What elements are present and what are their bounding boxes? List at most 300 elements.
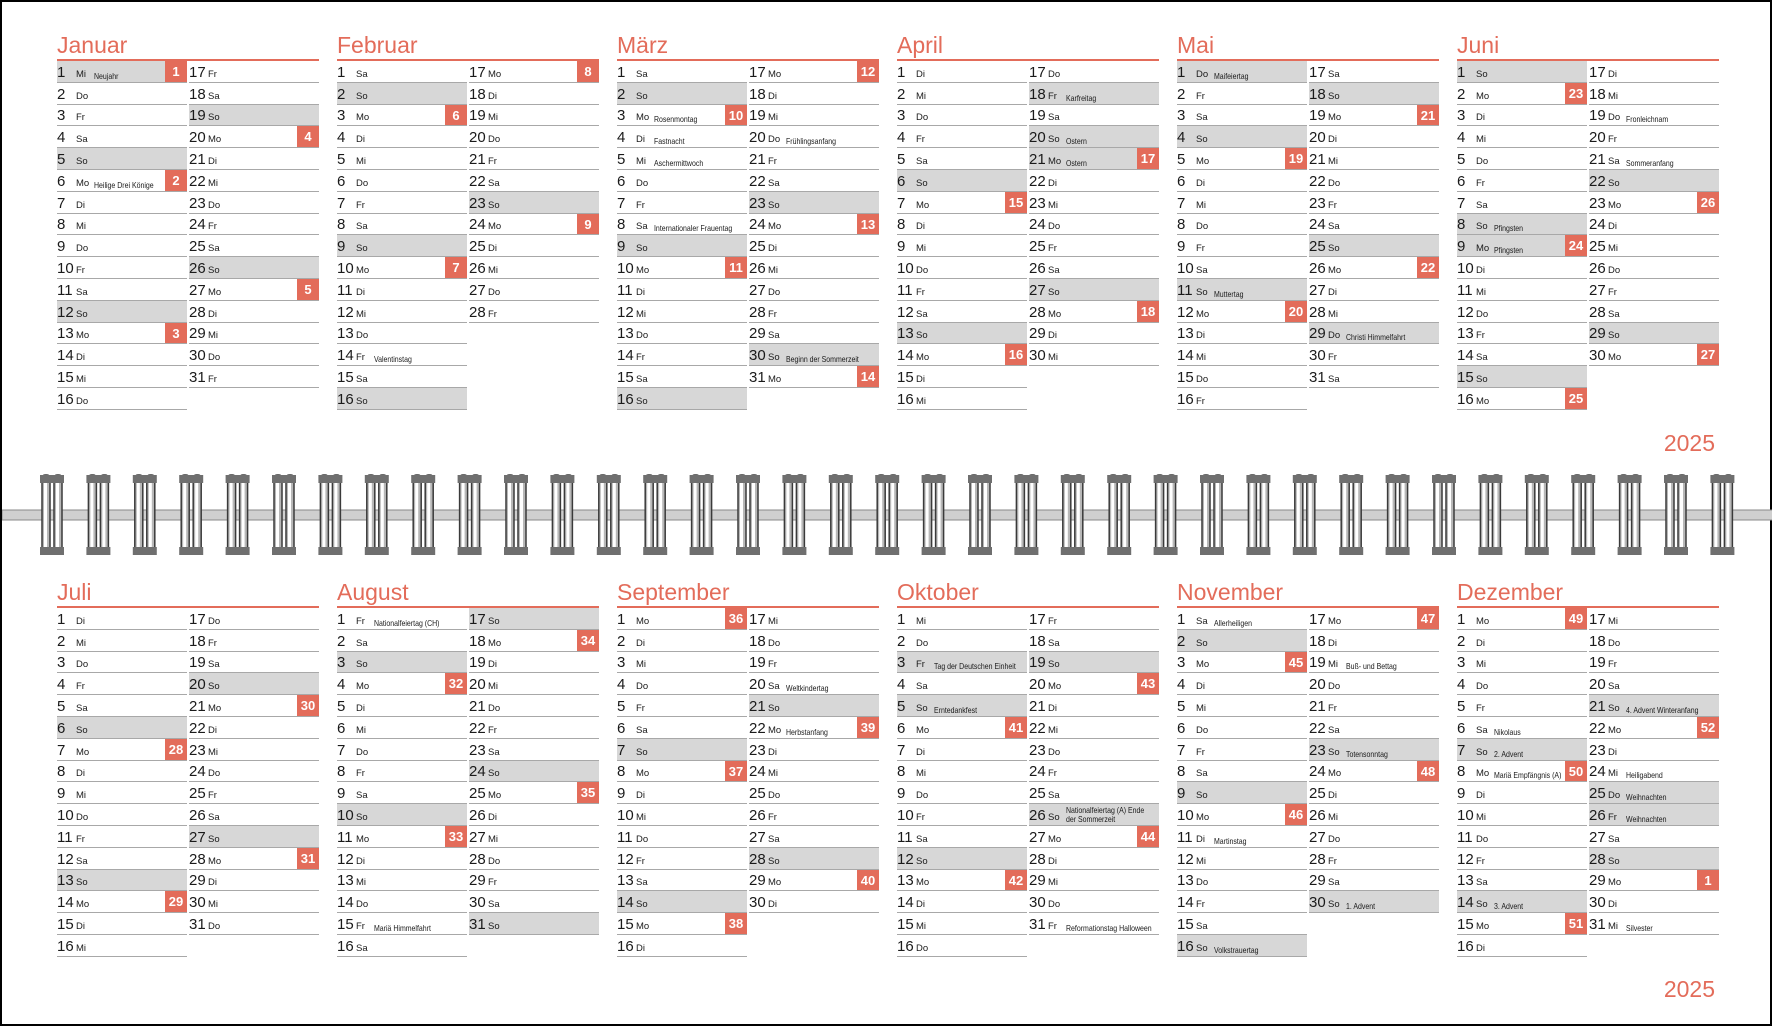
day-row[interactable] xyxy=(749,695,879,717)
day-row[interactable] xyxy=(749,257,879,279)
day-row[interactable] xyxy=(749,826,879,848)
day-row[interactable] xyxy=(1589,279,1719,301)
day-row[interactable] xyxy=(1029,913,1159,935)
day-row[interactable] xyxy=(749,673,879,695)
day-row[interactable] xyxy=(749,608,879,630)
day-row[interactable] xyxy=(1177,913,1307,935)
day-row[interactable] xyxy=(337,870,467,892)
day-row[interactable] xyxy=(337,935,467,957)
day-row[interactable] xyxy=(617,105,747,127)
day-row[interactable] xyxy=(1309,344,1439,366)
day-row[interactable] xyxy=(189,739,319,761)
day-row[interactable] xyxy=(897,388,1027,410)
day-row[interactable] xyxy=(1309,323,1439,345)
day-row[interactable] xyxy=(1177,739,1307,761)
day-row[interactable] xyxy=(57,673,187,695)
day-row[interactable] xyxy=(337,739,467,761)
day-row[interactable] xyxy=(189,323,319,345)
day-row[interactable] xyxy=(749,891,879,913)
day-row[interactable] xyxy=(1457,630,1587,652)
day-row[interactable] xyxy=(1589,739,1719,761)
day-row[interactable] xyxy=(617,935,747,957)
day-row[interactable] xyxy=(1309,257,1439,279)
day-row[interactable] xyxy=(1309,366,1439,388)
day-row[interactable] xyxy=(1457,848,1587,870)
day-row[interactable] xyxy=(1589,826,1719,848)
day-row[interactable] xyxy=(1457,192,1587,214)
day-row[interactable] xyxy=(897,235,1027,257)
day-row[interactable] xyxy=(1589,630,1719,652)
day-row[interactable] xyxy=(469,717,599,739)
day-row[interactable] xyxy=(897,673,1027,695)
day-row[interactable] xyxy=(1309,192,1439,214)
day-row[interactable] xyxy=(57,235,187,257)
day-row[interactable] xyxy=(617,826,747,848)
day-row[interactable] xyxy=(337,673,467,695)
day-row[interactable] xyxy=(897,761,1027,783)
day-row[interactable] xyxy=(749,83,879,105)
day-row[interactable] xyxy=(1309,761,1439,783)
day-row[interactable] xyxy=(749,782,879,804)
day-row[interactable] xyxy=(1457,935,1587,957)
day-row[interactable] xyxy=(617,804,747,826)
day-row[interactable] xyxy=(1309,301,1439,323)
day-row[interactable] xyxy=(1589,344,1719,366)
day-row[interactable] xyxy=(617,891,747,913)
day-row[interactable] xyxy=(1309,826,1439,848)
day-row[interactable] xyxy=(1029,782,1159,804)
day-row[interactable] xyxy=(1309,695,1439,717)
day-row[interactable] xyxy=(189,652,319,674)
day-row[interactable] xyxy=(337,761,467,783)
day-row[interactable] xyxy=(1309,148,1439,170)
day-row[interactable] xyxy=(1177,608,1307,630)
day-row[interactable] xyxy=(897,214,1027,236)
day-row[interactable] xyxy=(617,214,747,236)
day-row[interactable] xyxy=(1309,870,1439,892)
day-row[interactable] xyxy=(1457,913,1587,935)
day-row[interactable] xyxy=(57,761,187,783)
day-row[interactable] xyxy=(749,344,879,366)
day-row[interactable] xyxy=(337,170,467,192)
day-row[interactable] xyxy=(1457,826,1587,848)
day-row[interactable] xyxy=(1457,870,1587,892)
day-row[interactable] xyxy=(189,301,319,323)
day-row[interactable] xyxy=(1029,891,1159,913)
day-row[interactable] xyxy=(1457,214,1587,236)
day-row[interactable] xyxy=(1177,192,1307,214)
day-row[interactable] xyxy=(1029,608,1159,630)
day-row[interactable] xyxy=(337,366,467,388)
day-row[interactable] xyxy=(1589,323,1719,345)
day-row[interactable] xyxy=(1029,717,1159,739)
day-row[interactable] xyxy=(1029,695,1159,717)
day-row[interactable] xyxy=(749,61,879,83)
day-row[interactable] xyxy=(469,608,599,630)
day-row[interactable] xyxy=(617,913,747,935)
day-row[interactable] xyxy=(1309,673,1439,695)
day-row[interactable] xyxy=(1029,761,1159,783)
day-row[interactable] xyxy=(1309,235,1439,257)
day-row[interactable] xyxy=(1457,301,1587,323)
day-row[interactable] xyxy=(1029,652,1159,674)
day-row[interactable] xyxy=(469,630,599,652)
day-row[interactable] xyxy=(1177,344,1307,366)
day-row[interactable] xyxy=(57,608,187,630)
day-row[interactable] xyxy=(1309,170,1439,192)
day-row[interactable] xyxy=(337,848,467,870)
day-row[interactable] xyxy=(337,235,467,257)
day-row[interactable] xyxy=(897,344,1027,366)
day-row[interactable] xyxy=(897,126,1027,148)
day-row[interactable] xyxy=(1309,83,1439,105)
day-row[interactable] xyxy=(469,695,599,717)
day-row[interactable] xyxy=(897,826,1027,848)
day-row[interactable] xyxy=(469,913,599,935)
day-row[interactable] xyxy=(189,126,319,148)
day-row[interactable] xyxy=(1457,891,1587,913)
day-row[interactable] xyxy=(1177,717,1307,739)
day-row[interactable] xyxy=(1589,804,1719,826)
day-row[interactable] xyxy=(469,673,599,695)
day-row[interactable] xyxy=(617,61,747,83)
day-row[interactable] xyxy=(897,848,1027,870)
day-row[interactable] xyxy=(1177,301,1307,323)
day-row[interactable] xyxy=(1309,126,1439,148)
day-row[interactable] xyxy=(189,192,319,214)
day-row[interactable] xyxy=(1457,126,1587,148)
day-row[interactable] xyxy=(57,344,187,366)
day-row[interactable] xyxy=(617,279,747,301)
day-row[interactable] xyxy=(749,804,879,826)
day-row[interactable] xyxy=(897,323,1027,345)
day-row[interactable] xyxy=(617,235,747,257)
day-row[interactable] xyxy=(1177,388,1307,410)
day-row[interactable] xyxy=(469,126,599,148)
day-row[interactable] xyxy=(469,192,599,214)
day-row[interactable] xyxy=(749,148,879,170)
day-row[interactable] xyxy=(1589,652,1719,674)
day-row[interactable] xyxy=(1457,148,1587,170)
day-row[interactable] xyxy=(469,170,599,192)
day-row[interactable] xyxy=(897,61,1027,83)
day-row[interactable] xyxy=(749,630,879,652)
day-row[interactable] xyxy=(189,257,319,279)
day-row[interactable] xyxy=(897,913,1027,935)
day-row[interactable] xyxy=(337,279,467,301)
day-row[interactable] xyxy=(617,695,747,717)
day-row[interactable] xyxy=(1177,870,1307,892)
day-row[interactable] xyxy=(469,782,599,804)
day-row[interactable] xyxy=(469,148,599,170)
day-row[interactable] xyxy=(1029,323,1159,345)
day-row[interactable] xyxy=(337,826,467,848)
day-row[interactable] xyxy=(1177,652,1307,674)
day-row[interactable] xyxy=(1029,344,1159,366)
day-row[interactable] xyxy=(337,388,467,410)
day-row[interactable] xyxy=(617,848,747,870)
day-row[interactable] xyxy=(1457,804,1587,826)
day-row[interactable] xyxy=(749,652,879,674)
day-row[interactable] xyxy=(1457,323,1587,345)
day-row[interactable] xyxy=(617,170,747,192)
day-row[interactable] xyxy=(617,366,747,388)
day-row[interactable] xyxy=(1177,126,1307,148)
day-row[interactable] xyxy=(897,105,1027,127)
day-row[interactable] xyxy=(1457,717,1587,739)
day-row[interactable] xyxy=(1177,804,1307,826)
day-row[interactable] xyxy=(1029,870,1159,892)
day-row[interactable] xyxy=(1029,83,1159,105)
day-row[interactable] xyxy=(1029,61,1159,83)
day-row[interactable] xyxy=(749,848,879,870)
day-row[interactable] xyxy=(1589,301,1719,323)
day-row[interactable] xyxy=(897,891,1027,913)
day-row[interactable] xyxy=(897,148,1027,170)
day-row[interactable] xyxy=(897,83,1027,105)
day-row[interactable] xyxy=(749,105,879,127)
day-row[interactable] xyxy=(617,652,747,674)
day-row[interactable] xyxy=(337,608,467,630)
day-row[interactable] xyxy=(1029,630,1159,652)
day-row[interactable] xyxy=(57,848,187,870)
day-row[interactable] xyxy=(57,279,187,301)
day-row[interactable] xyxy=(337,913,467,935)
day-row[interactable] xyxy=(617,83,747,105)
day-row[interactable] xyxy=(617,608,747,630)
day-row[interactable] xyxy=(749,870,879,892)
day-row[interactable] xyxy=(1309,105,1439,127)
day-row[interactable] xyxy=(1309,61,1439,83)
day-row[interactable] xyxy=(1029,170,1159,192)
day-row[interactable] xyxy=(57,739,187,761)
day-row[interactable] xyxy=(469,61,599,83)
day-row[interactable] xyxy=(1177,148,1307,170)
day-row[interactable] xyxy=(1177,891,1307,913)
day-row[interactable] xyxy=(749,301,879,323)
day-row[interactable] xyxy=(1177,848,1307,870)
day-row[interactable] xyxy=(57,105,187,127)
day-row[interactable] xyxy=(337,105,467,127)
day-row[interactable] xyxy=(1177,782,1307,804)
day-row[interactable] xyxy=(469,83,599,105)
day-row[interactable] xyxy=(337,652,467,674)
day-row[interactable] xyxy=(337,148,467,170)
day-row[interactable] xyxy=(1457,388,1587,410)
day-row[interactable] xyxy=(1589,913,1719,935)
day-row[interactable] xyxy=(617,673,747,695)
day-row[interactable] xyxy=(1309,630,1439,652)
day-row[interactable] xyxy=(57,695,187,717)
day-row[interactable] xyxy=(337,83,467,105)
day-row[interactable] xyxy=(57,891,187,913)
day-row[interactable] xyxy=(617,344,747,366)
day-row[interactable] xyxy=(57,301,187,323)
day-row[interactable] xyxy=(897,695,1027,717)
day-row[interactable] xyxy=(897,652,1027,674)
day-row[interactable] xyxy=(469,235,599,257)
day-row[interactable] xyxy=(189,366,319,388)
day-row[interactable] xyxy=(337,301,467,323)
day-row[interactable] xyxy=(337,61,467,83)
day-row[interactable] xyxy=(1589,848,1719,870)
day-row[interactable] xyxy=(897,366,1027,388)
day-row[interactable] xyxy=(57,61,187,83)
day-row[interactable] xyxy=(1029,105,1159,127)
day-row[interactable] xyxy=(1457,695,1587,717)
day-row[interactable] xyxy=(337,344,467,366)
day-row[interactable] xyxy=(1029,192,1159,214)
day-row[interactable] xyxy=(57,870,187,892)
day-row[interactable] xyxy=(1177,279,1307,301)
day-row[interactable] xyxy=(57,214,187,236)
day-row[interactable] xyxy=(1309,782,1439,804)
day-row[interactable] xyxy=(469,652,599,674)
day-row[interactable] xyxy=(469,214,599,236)
day-row[interactable] xyxy=(749,126,879,148)
day-row[interactable] xyxy=(617,388,747,410)
day-row[interactable] xyxy=(1589,891,1719,913)
day-row[interactable] xyxy=(1029,673,1159,695)
day-row[interactable] xyxy=(337,891,467,913)
day-row[interactable] xyxy=(1589,257,1719,279)
day-row[interactable] xyxy=(189,608,319,630)
day-row[interactable] xyxy=(1457,83,1587,105)
day-row[interactable] xyxy=(1457,105,1587,127)
day-row[interactable] xyxy=(337,257,467,279)
day-row[interactable] xyxy=(1457,170,1587,192)
day-row[interactable] xyxy=(57,913,187,935)
day-row[interactable] xyxy=(1029,148,1159,170)
day-row[interactable] xyxy=(749,279,879,301)
day-row[interactable] xyxy=(57,935,187,957)
day-row[interactable] xyxy=(1177,761,1307,783)
day-row[interactable] xyxy=(1309,717,1439,739)
day-row[interactable] xyxy=(897,804,1027,826)
day-row[interactable] xyxy=(189,761,319,783)
day-row[interactable] xyxy=(189,870,319,892)
day-row[interactable] xyxy=(1589,761,1719,783)
day-row[interactable] xyxy=(897,630,1027,652)
day-row[interactable] xyxy=(1589,673,1719,695)
day-row[interactable] xyxy=(1457,739,1587,761)
day-row[interactable] xyxy=(1029,804,1159,826)
day-row[interactable] xyxy=(1177,83,1307,105)
day-row[interactable] xyxy=(1309,214,1439,236)
day-row[interactable] xyxy=(749,366,879,388)
day-row[interactable] xyxy=(1177,257,1307,279)
day-row[interactable] xyxy=(1309,848,1439,870)
day-row[interactable] xyxy=(749,214,879,236)
day-row[interactable] xyxy=(469,105,599,127)
day-row[interactable] xyxy=(57,257,187,279)
day-row[interactable] xyxy=(1177,826,1307,848)
day-row[interactable] xyxy=(1457,257,1587,279)
day-row[interactable] xyxy=(189,695,319,717)
day-row[interactable] xyxy=(189,170,319,192)
day-row[interactable] xyxy=(1589,148,1719,170)
day-row[interactable] xyxy=(1589,695,1719,717)
day-row[interactable] xyxy=(749,761,879,783)
day-row[interactable] xyxy=(469,739,599,761)
day-row[interactable] xyxy=(897,257,1027,279)
day-row[interactable] xyxy=(469,870,599,892)
day-row[interactable] xyxy=(1457,279,1587,301)
day-row[interactable] xyxy=(1177,935,1307,957)
day-row[interactable] xyxy=(1177,673,1307,695)
day-row[interactable] xyxy=(1589,235,1719,257)
day-row[interactable] xyxy=(189,891,319,913)
day-row[interactable] xyxy=(57,366,187,388)
day-row[interactable] xyxy=(189,826,319,848)
day-row[interactable] xyxy=(1177,105,1307,127)
day-row[interactable] xyxy=(1589,61,1719,83)
day-row[interactable] xyxy=(1457,366,1587,388)
day-row[interactable] xyxy=(57,782,187,804)
day-row[interactable] xyxy=(1177,323,1307,345)
day-row[interactable] xyxy=(1177,630,1307,652)
day-row[interactable] xyxy=(57,192,187,214)
day-row[interactable] xyxy=(1589,83,1719,105)
day-row[interactable] xyxy=(337,630,467,652)
day-row[interactable] xyxy=(1309,652,1439,674)
day-row[interactable] xyxy=(617,630,747,652)
day-row[interactable] xyxy=(189,61,319,83)
day-row[interactable] xyxy=(469,257,599,279)
day-row[interactable] xyxy=(57,126,187,148)
day-row[interactable] xyxy=(469,891,599,913)
day-row[interactable] xyxy=(897,717,1027,739)
day-row[interactable] xyxy=(897,279,1027,301)
day-row[interactable] xyxy=(749,717,879,739)
day-row[interactable] xyxy=(189,344,319,366)
day-row[interactable] xyxy=(189,235,319,257)
day-row[interactable] xyxy=(189,148,319,170)
day-row[interactable] xyxy=(337,192,467,214)
day-row[interactable] xyxy=(1177,214,1307,236)
day-row[interactable] xyxy=(897,782,1027,804)
day-row[interactable] xyxy=(1309,891,1439,913)
day-row[interactable] xyxy=(57,323,187,345)
day-row[interactable] xyxy=(57,630,187,652)
day-row[interactable] xyxy=(189,83,319,105)
day-row[interactable] xyxy=(1177,61,1307,83)
day-row[interactable] xyxy=(469,826,599,848)
day-row[interactable] xyxy=(57,148,187,170)
day-row[interactable] xyxy=(1309,739,1439,761)
day-row[interactable] xyxy=(1589,126,1719,148)
day-row[interactable] xyxy=(1589,105,1719,127)
day-row[interactable] xyxy=(617,782,747,804)
day-row[interactable] xyxy=(189,105,319,127)
day-row[interactable] xyxy=(189,848,319,870)
day-row[interactable] xyxy=(749,192,879,214)
day-row[interactable] xyxy=(469,848,599,870)
day-row[interactable] xyxy=(1589,214,1719,236)
day-row[interactable] xyxy=(189,913,319,935)
day-row[interactable] xyxy=(897,870,1027,892)
day-row[interactable] xyxy=(617,761,747,783)
day-row[interactable] xyxy=(897,170,1027,192)
day-row[interactable] xyxy=(1457,608,1587,630)
day-row[interactable] xyxy=(617,257,747,279)
day-row[interactable] xyxy=(1177,235,1307,257)
day-row[interactable] xyxy=(1589,782,1719,804)
day-row[interactable] xyxy=(189,279,319,301)
day-row[interactable] xyxy=(1589,717,1719,739)
day-row[interactable] xyxy=(1029,126,1159,148)
day-row[interactable] xyxy=(1029,235,1159,257)
